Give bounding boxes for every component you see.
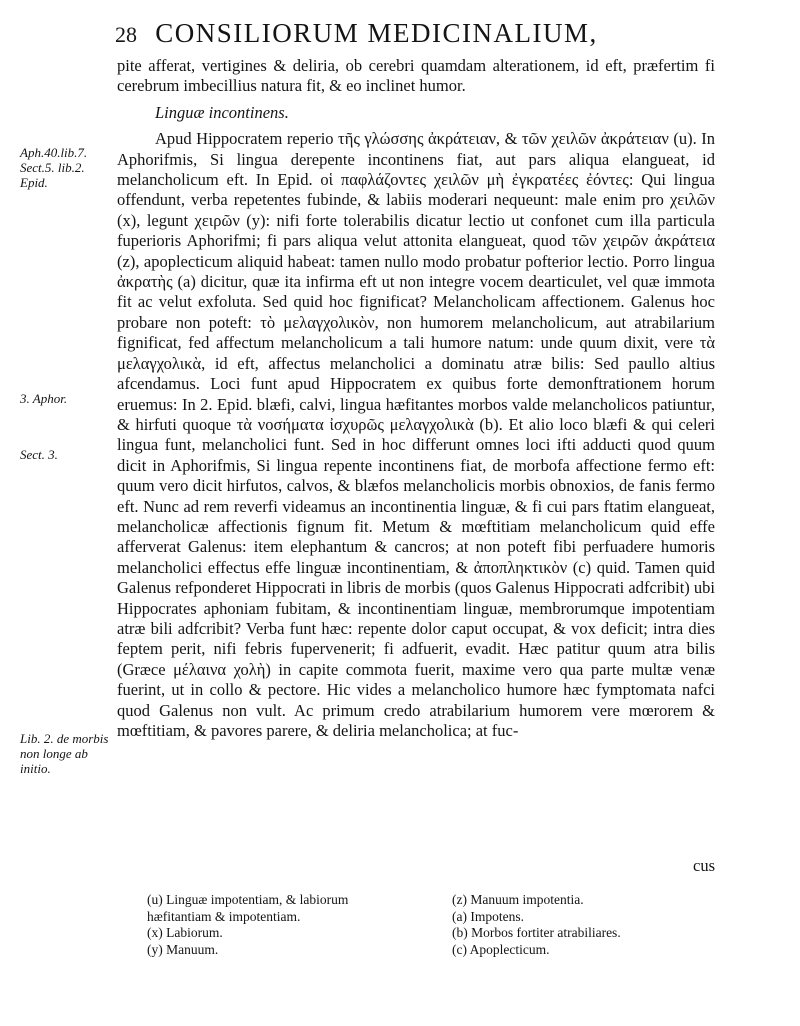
footnotes-right-column xyxy=(452,892,672,958)
margin-note-line: Aph.40.lib.7. xyxy=(20,145,88,160)
footnote-a: (a) Impotens. xyxy=(452,908,524,924)
footnote-c: (c) Apoplecticum. xyxy=(452,941,550,957)
body-paragraph: Apud Hippocratem reperio τῆς γλώσσης ἀκράτειαν, & τῶν χειλῶν ἀκράτειαν (u). In Aphorifmis, Si lingua derepente incontinens fiat, aut pars aliqua elangueat, id melancholicum eft. In Epid. οἱ παφλάζοντες χειλῶν μὴ ἐγκρατέες ἐόντες: Qui lingua offendunt, verba repetentes fubinde, & labiis moderari nequeunt: male enim pro χειλῶν (x), legunt χειρῶν (y): nifi forte tolerabilis dicatur lectio ut confonet cum illa particula fuperioris Aphorifmi; fi pars aliqua velut attonita elangueat, quod τῶν χειρῶν ἀκράτεια (z), apoplecticum aliquid habeat: tamen nullo modo probatur pofterior lectio. Porro lingua ἀκρατὴς (a) dicitur, quæ ita infirma eft ut non integre vocem dearticulet, vel quæ immota fit ac velut exfoluta. Sed quid hoc fignificat? Melancholicam affectionem. Galenus hoc probare non poteft: τὸ μελαγχολικὸν, non humorem melancholicum, aut atrabilarium fignificat, fed affectum melancholicum a tali humore natum: unde quum dixit, vere τὰ μελαγχολικὰ, id eft, affectus melancholici a dominatu atræ bilis: Sed paullo altius afcendamus. Loci funt apud Hippocratem ex quibus forte demonftrationem horum eruemus: In 2. Epid. blæfi, calvi, lingua hæfitantes morbos valde melancholicos patiuntur, & hirfuti quoque τὰ νοσήματα ἰσχυρῶς μελαγχολικὰ (b). Et alio loco blæfi & qui celeri lingua funt, melancholici funt. Sed in hoc differunt omnes loci ifti adducti quod quum dicit in Aphorifmis, Si lingua repente incontinens fiat, de morbofa affectione fermo eft: quum vero dicit hirfutos, calvos, & blæfos melancholicis morbis obnoxios, de fanis fermo eft. Nunc ad rem reverfi videamus an incontinentia linguæ, & fi cui pars ftatim elangueat, melancholicæ affectionis fignum fit. Metum & mœftitiam melancholicum quid effe afferverat Galenus: item elephantum & cancros; at non poteft fibi perfuadere humoris melancholici effectus effe linguæ incontinentiam, & ἀποπληκτικὸν (c) quid. Tamen quid Galenus refponderet Hippocrati in libris de morbis (quos Galenus Hippocrati adfcribit) ubi Hippocrates aphoniam fubitam, & incontinentiam linguæ, membrorumque impotentiam atræ bili adfcribit? Verba funt hæc: repente dolor caput occupat, & vox deficit; intra dies feptem perit, nifi febris fupervenerit; fi adfuerit, evadit. Hæc patitur quum atra bilis (Græce μέλαινα χολὴ) in capite commota fuerit, maxime vero qua parte multæ venæ fuerint, ut in collo & pectore. Hic vides a melancholico humore hæc fymptomata nafci quod Galenus non vult. Ac primum credo atrabilarium humorem vere mœrorem & mœftitiam, & pavores parere, & deliria melancholica; at fuc- xyxy=(117,129,715,740)
footnote-b: (b) Morbos fortiter atrabiliares. xyxy=(452,925,621,940)
margin-note-sect: Sect. 3. xyxy=(20,447,58,462)
margin-note-de-morbis: Lib. 2. de morbis non longe ab initio. xyxy=(20,731,109,776)
intro-text: pite afferat, vertigines & deliria, ob cerebri quamdam alterationem, id eft, præfertim fi cerebrum imbecillius natura fit, & eo inclinet humor. xyxy=(117,56,715,96)
running-title: CONSILIORUM MEDICINALIUM, xyxy=(155,18,598,48)
margin-note-aphorism-reference xyxy=(20,145,112,190)
margin-note-line: Sect.5. lib.2. xyxy=(20,160,85,175)
footnote-z: (z) Manuum impotentia. xyxy=(452,892,584,907)
margin-note-aphor: 3. Aphor. xyxy=(20,391,68,406)
page-header xyxy=(115,18,675,49)
catchword: cus xyxy=(693,856,715,875)
main-text xyxy=(117,56,715,741)
footnote-x: (x) Labiorum. xyxy=(147,925,223,940)
page-number: 28 xyxy=(115,22,137,47)
footnote-u-continuation: hæfitantiam & impotentiam. xyxy=(147,908,301,924)
footnotes-left-column xyxy=(147,892,427,958)
margin-note-line: Epid. xyxy=(20,175,48,190)
footnote-u: (u) Linguæ impotentiam, & labiorum xyxy=(147,892,349,907)
section-heading: Linguæ incontinens. xyxy=(155,102,289,122)
footnote-y: (y) Manuum. xyxy=(147,941,219,957)
